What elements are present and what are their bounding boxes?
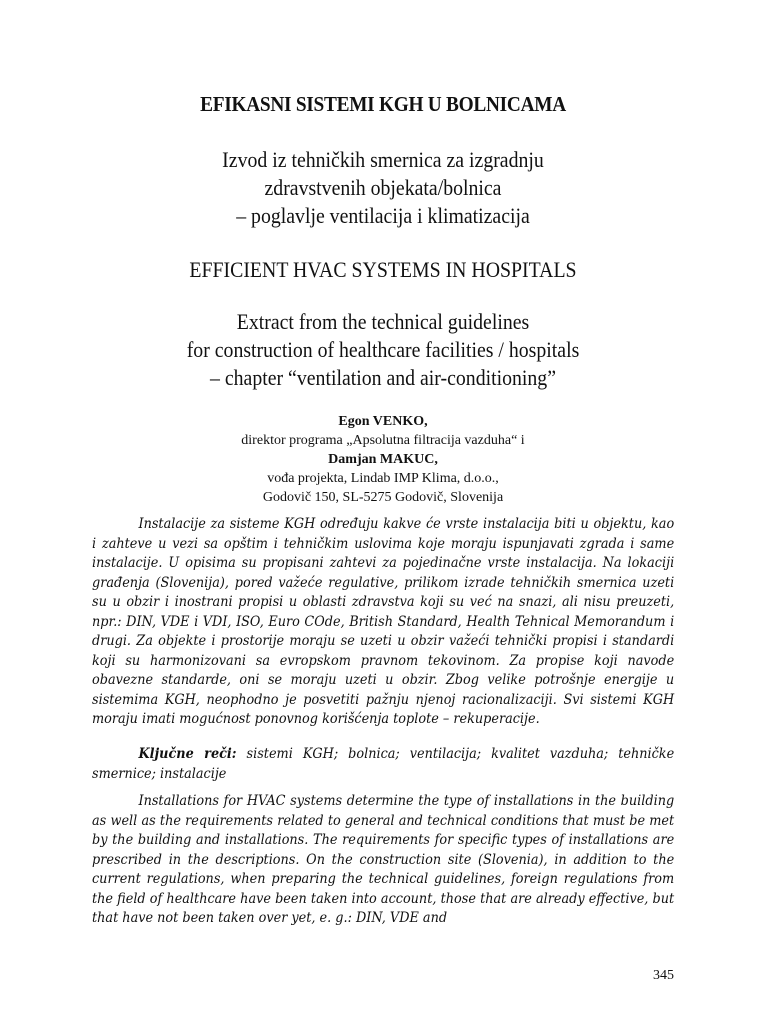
author-address: Godovič 150, SL-5275 Godovič, Slovenija <box>262 490 504 505</box>
author-affiliation: direktor programa „Apsolutna filtracija vazduha“ i <box>241 433 525 448</box>
keywords <box>92 745 674 784</box>
abstract-english: Installations for HVAC systems determine the type of installations in the building as well as the requirements related to general and technical conditions that must be met by the building and installations. The requirements for specific types of installations are prescribed in the descriptions. On the construction site (Slovenia), in addition to the current regulations, when preparing the technical guidelines, foreign regulations from the field of healthcare have been taken into account, those that are already effective, but that have not been taken over yet, e. g.: DIN, VDE and <box>92 793 675 926</box>
page-number: 345 <box>653 968 674 983</box>
subtitle-english <box>121 308 645 392</box>
subtitle-serbian-line: Izvod iz tehničkih smernica za izgradnju <box>222 147 544 172</box>
subtitle-serbian <box>121 146 645 230</box>
title-serbian: EFIKASNI SISTEMI KGH U BOLNICAMA <box>200 92 566 116</box>
paper-page <box>92 0 674 1024</box>
subtitle-english-line: for construction of healthcare facilities / hospitals <box>186 337 580 362</box>
keywords-label: Ključne reči: <box>138 746 237 762</box>
author-name: Damjan MAKUC, <box>328 452 438 467</box>
subtitle-english-line: – chapter “ventilation and air-conditioning” <box>210 365 556 390</box>
title-english <box>121 256 645 284</box>
abstract-serbian: Instalacije za sisteme KGH određuju kakve će vrste instalacija biti u objektu, kao i zahteve u vezi sa opštim i tehničkim uslovima koje moraju ispunjavati zgrada i same instalacije. U opisima su propisani zahtevi za pojedinačne vrste instalacija. Na lokaciji građenja (Slovenija), pored važeće regulative, prilikom izrade tehničkih smernica uzeti su u obzir i inostrani propisi u oblasti zdravstva koji su već na snazi, ali nisu preuzeti, npr.: DIN, VDE i VDI, ISO, Euro COde, British Standard, Health Tehnical Memorandum i drugi. Za objekte i prostorije moraju se uzeti u obzir važeći tehnički propisi i standardi koji su harmonizovani sa evropskom pravnom tekovinom. Za propise koji navode obavezne standarde, oni se moraju uzeti u obzir. Zbog velike potrošnje energije u sistemima KGH, neophodno je posvetiti pažnju njenoj racionalizaciji. Svi sistemi KGH moraju imati mogućnost ponovnog korišćenja toplote – rekuperacije. <box>92 516 675 727</box>
title-english-text: EFFICIENT HVAC SYSTEMS IN HOSPITALS <box>189 257 577 282</box>
subtitle-serbian-line: zdravstvenih objekata/bolnica <box>264 175 502 200</box>
author-name: Egon VENKO, <box>338 414 428 429</box>
subtitle-serbian-line: – poglavlje ventilacija i klimatizacija <box>236 203 530 228</box>
subtitle-english-line: Extract from the technical guidelines <box>236 309 530 334</box>
keywords-text: sistemi KGH; bolnica; ventilacija; kvalitet vazduha; tehničke smernice; instalacije <box>92 746 675 782</box>
author-affiliation: vođa projekta, Lindab IMP Klima, d.o.o., <box>267 471 499 486</box>
author-block <box>92 412 674 507</box>
